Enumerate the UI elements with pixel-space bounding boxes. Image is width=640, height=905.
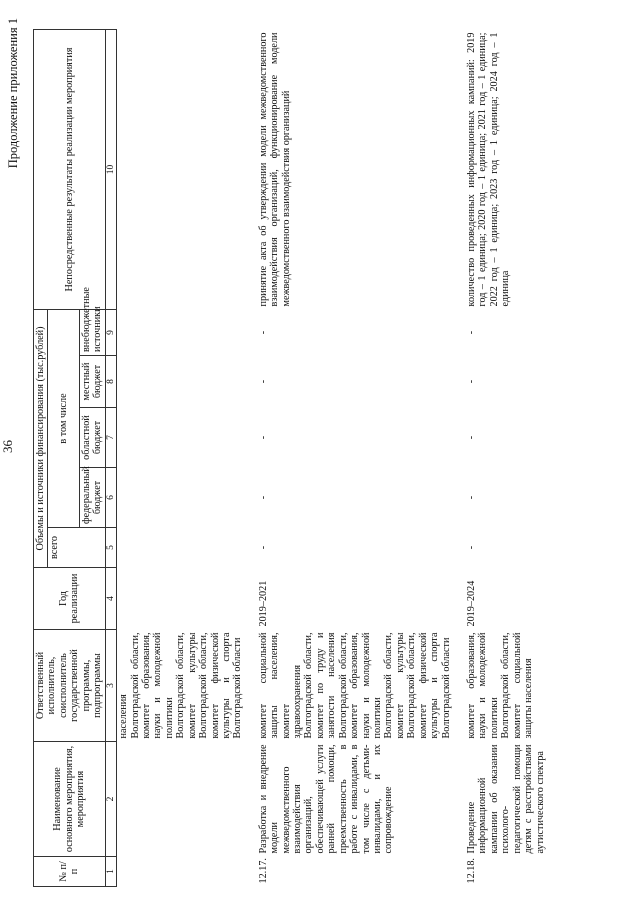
header-name: Наименование основного мероприятия, мероприятия xyxy=(34,742,106,857)
column-number: 5 xyxy=(105,528,117,568)
column-number: 3 xyxy=(105,630,117,742)
row-federal: - xyxy=(257,495,269,500)
row-federal: - xyxy=(465,495,477,500)
row-local: - xyxy=(257,379,269,384)
column-number: 10 xyxy=(105,30,117,310)
row-responsible: комитет социальной защиты населения, комитет здравоохранения Волгоградской области, комитет по труду и занятости населения Волгоградской области, комитет образования, науки и молодежной политики Волгоградской области, комитет культуры Волгоградской области, комитет физической культуры и спорта Волгоградской области xyxy=(257,632,452,739)
column-number: 9 xyxy=(105,309,117,355)
table-row xyxy=(257,30,453,887)
header-regional: областной бюджет xyxy=(79,408,105,468)
row-number: 12.18. xyxy=(465,858,477,884)
page-number: 36 xyxy=(0,440,15,453)
row-extra xyxy=(117,309,245,355)
column-number: 4 xyxy=(105,568,117,630)
column-number: 8 xyxy=(105,356,117,408)
header-federal: федеральный бюджет xyxy=(79,468,105,528)
table-header xyxy=(34,30,117,887)
row-results: принятие акта об утверждении модели межведомственного взаимодействия организаций, функционирование модели межведомственного взаимодействия организаций xyxy=(257,32,292,307)
row-name xyxy=(117,742,245,857)
row-number xyxy=(117,857,245,887)
table-row xyxy=(117,30,245,887)
row-responsible: комитет образования, науки и молодежной политики Волгоградской области, комитет социальной защиты населения xyxy=(465,632,535,739)
header-num: № п/п xyxy=(34,857,106,887)
program-table xyxy=(33,29,547,887)
column-number: 6 xyxy=(105,468,117,528)
column-numbers-row xyxy=(105,30,117,887)
row-year: 2019–2021 xyxy=(257,580,269,627)
header-responsible: Ответственный исполнитель, соисполнитель государственной программы, подпрограммы xyxy=(34,630,106,742)
header-local: местный бюджет xyxy=(79,356,105,408)
row-name: Разработка и внедрение модели межведомственного взаимодействия организаций, обеспечивающей услуги ранней помощи, преемственность в работе с инвалидами, в том числе с детьми-инвалидами, и их сопровождение xyxy=(257,744,395,854)
row-results: количество проведенных информационных кампаний: 2019 год – 1 единица; 2020 год – 1 единица; 2021 год – 1 единица; 2022 год – 1 единица; 2023 год – 1 единица; 2024 год – 1 единица xyxy=(465,32,512,307)
row-local xyxy=(117,356,245,408)
row-regional: - xyxy=(257,435,269,440)
header-including: в том числе xyxy=(48,309,79,527)
row-responsible: населения Волгоградской области, комитет образования, науки и молодежной политики Волгоградской области, комитет культуры Волгоградской области, комитет физической культуры и спорта Волгоградской области xyxy=(118,632,244,739)
row-extra: - xyxy=(465,330,477,335)
header-results: Непосредственные результаты реализации мероприятия xyxy=(34,30,106,310)
row-regional xyxy=(117,408,245,468)
header-funding: Объемы и источники финансирования (тыс.рублей) xyxy=(34,309,48,567)
table-row xyxy=(465,30,547,887)
row-number: 12.17. xyxy=(257,858,269,884)
column-number: 7 xyxy=(105,408,117,468)
row-name: Проведение информационной кампании об оказании психолого-педагогической помощи детям с расстройствами аутистического спектра xyxy=(465,744,546,854)
row-total: - xyxy=(257,545,269,550)
row-total xyxy=(117,528,245,568)
row-total: - xyxy=(465,545,477,550)
header-extra: внебюджетные источники xyxy=(79,309,105,355)
row-federal xyxy=(117,468,245,528)
row-year: 2019–2024 xyxy=(465,580,477,627)
row-extra: - xyxy=(257,330,269,335)
row-results xyxy=(117,30,245,310)
row-year xyxy=(117,568,245,630)
continuation-label: Продолжение приложения 1 xyxy=(6,18,20,169)
row-local: - xyxy=(465,379,477,384)
row-regional: - xyxy=(465,435,477,440)
header-total: всего xyxy=(48,528,105,568)
header-year: Год реализации xyxy=(34,568,106,630)
column-number: 1 xyxy=(105,857,117,887)
column-number: 2 xyxy=(105,742,117,857)
